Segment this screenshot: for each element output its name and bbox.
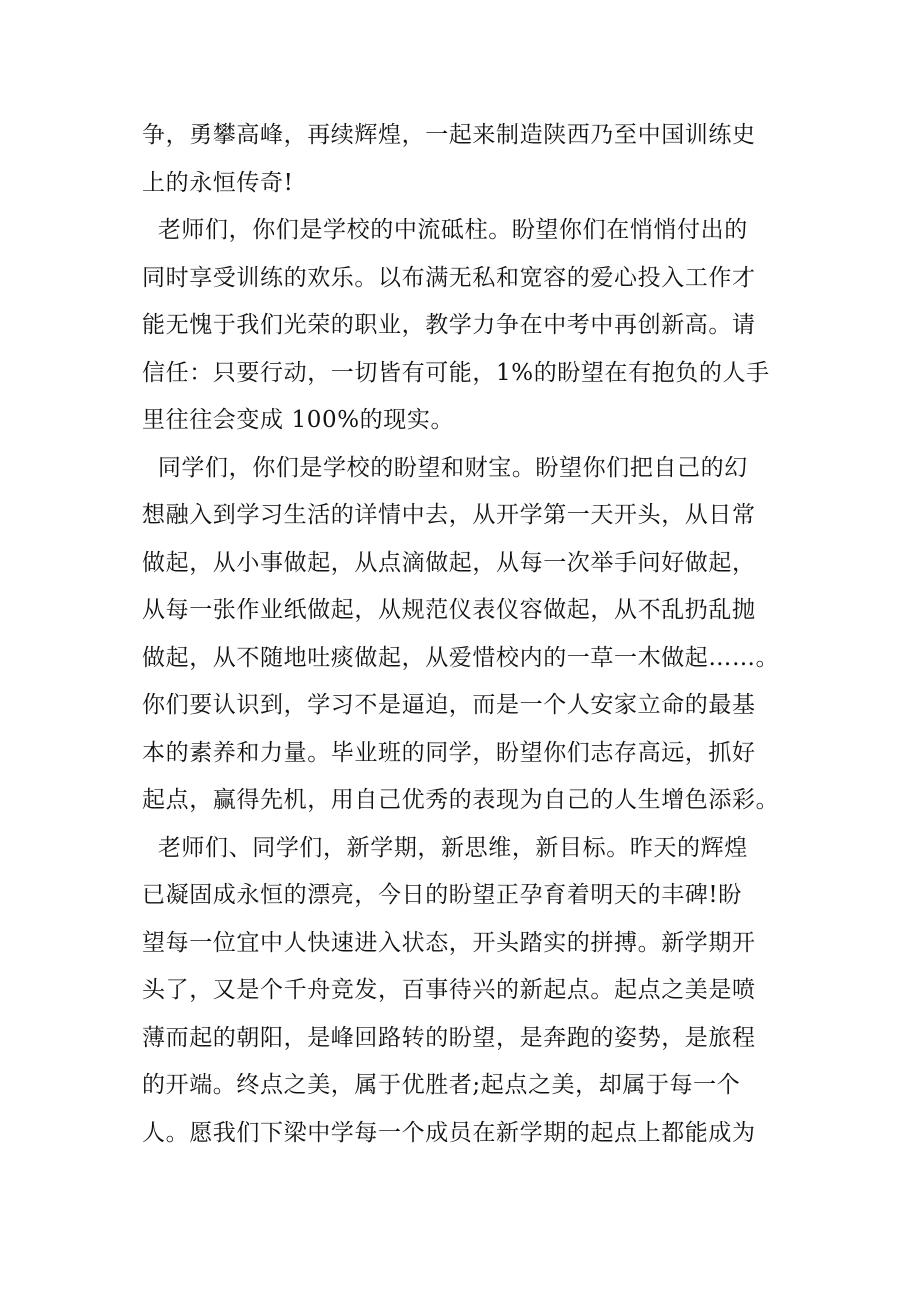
text-line: 望每一位宜中人快速进入状态，开头踏实的拼搏。新学期开 [142, 929, 756, 956]
text-line: 争，勇攀高峰，再续辉煌，一起来制造陕西乃至中国训练史 [142, 122, 756, 148]
text-line: 能无愧于我们光荣的职业，教学力争在中考中再创新高。请 [142, 312, 756, 338]
text-line: 人。愿我们下梁中学每一个成员在新学期的起点上都能成为 [142, 1119, 756, 1146]
text-line: 你们要认识到，学习不是逼迫，而是一个人安家立命的最基 [142, 692, 756, 718]
text-line: 已凝固成永恒的漂亮，今日的盼望正孕育着明天的丰碑!盼 [142, 882, 742, 908]
text-line: 做起，从小事做起，从点滴做起，从每一次举手问好做起， [142, 549, 756, 576]
text-line: 老师们、同学们，新学期，新思维，新目标。昨天的辉煌 [142, 834, 748, 861]
text-line: 起点，赢得先机，用自己优秀的表现为自己的人生增色添彩。 [142, 787, 780, 813]
text-line: 同学们，你们是学校的盼望和财宝。盼望你们把自己的幻 [142, 454, 748, 481]
text-line: 同时享受训练的欢乐。以布满无私和宽容的爱心投入工作才 [142, 264, 756, 291]
text-line: 的开端。终点之美，属于优胜者;起点之美，却属于每一个 [142, 1072, 741, 1098]
text-line: 本的素养和力量。毕业班的同学，盼望你们志存高远，抓好 [142, 739, 756, 766]
text-line: 想融入到学习生活的详情中去，从开学第一天开头，从日常 [142, 502, 756, 528]
text-line: 做起，从不随地吐痰做起，从爱惜校内的一草一木做起……。 [142, 644, 780, 671]
text-line: 薄而起的朝阳，是峰回路转的盼望，是奔跑的姿势，是旅程 [142, 1024, 756, 1051]
text-line: 里往往会变成 100%的现实。 [142, 407, 455, 433]
text-line: 从每一张作业纸做起，从规范仪表仪容做起，从不乱扔乱抛 [142, 597, 756, 623]
text-line: 上的永恒传奇! [142, 169, 294, 196]
text-line: 老师们，你们是学校的中流砥柱。盼望你们在悄悄付出的 [142, 217, 748, 243]
text-line: 信任：只要行动，一切皆有可能，1%的盼望在有抱负的人手 [142, 359, 770, 386]
text-line: 头了，又是个千舟竞发，百事待兴的新起点。起点之美是喷 [142, 977, 756, 1003]
body-text [142, 112, 782, 1157]
